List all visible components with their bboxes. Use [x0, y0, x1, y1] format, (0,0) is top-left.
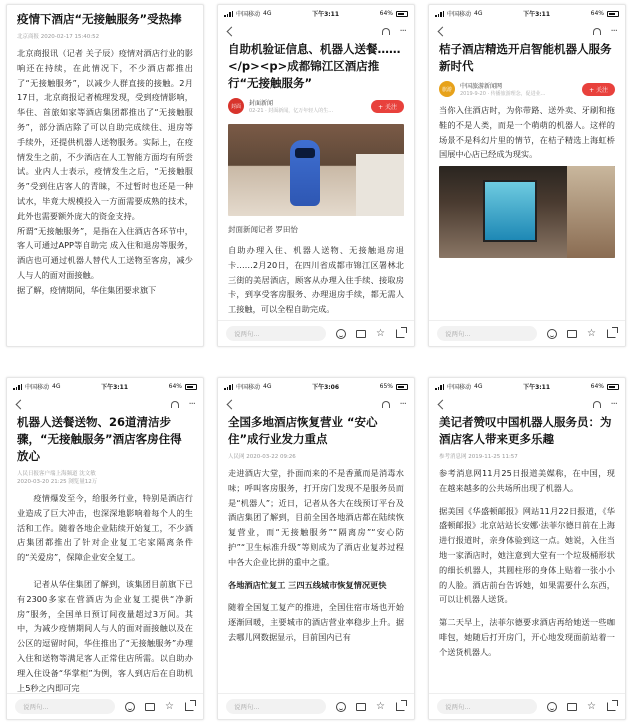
- paragraph: 走进酒店大堂，扑面而来的不是香薰而是消毒水味；呼叫客房服务，打开房门发现不是服务员而是“机器人”；近日，记者从各大在线预订平台及酒店集团了解到，目前全国各地酒店都在陆续恢复营业，而“无接触服务”“隔离房”“安心防护”“卫生标准升级”等则成为了酒店业复苏过程中各大企业比拼的重中之重。: [228, 468, 404, 567]
- article-meta: 北京商报 2020-02-17 15:40:52: [17, 34, 100, 40]
- network-label: 4G: [263, 383, 272, 390]
- more-icon[interactable]: ···: [610, 398, 617, 410]
- paragraph: 当你入住酒店时，为你带路、送外卖、牙刷和拖鞋的不是人类，而是一个萌萌的机器人。这样的场景不是科幻片里的情节，在桔子精选上海虹桥国展中心店已经成为现实。: [439, 105, 615, 160]
- article-screenshot-1: [6, 4, 204, 347]
- article-meta: 参考消息网 2019-11-25 11:57: [439, 454, 518, 460]
- share-icon[interactable]: [607, 702, 616, 711]
- battery-icon: [396, 384, 408, 390]
- battery-icon: [607, 384, 619, 390]
- share-icon[interactable]: [396, 329, 405, 338]
- back-icon[interactable]: [438, 400, 448, 410]
- signal-icon: [224, 384, 233, 390]
- comment-input[interactable]: 说两句...: [437, 699, 537, 714]
- back-icon[interactable]: [16, 400, 26, 410]
- back-icon[interactable]: [438, 27, 448, 37]
- signal-icon: [435, 384, 444, 390]
- article-meta: 人民日报客户端上海频道 沈文敏 2020-03-20 21:25 浏览量12万: [17, 471, 98, 485]
- status-bar: [218, 5, 414, 22]
- article-title: 美记者赞叹中国机器人服务员：为酒店客人带来更多乐趣: [439, 415, 612, 446]
- hotel-lobby-photo: [439, 166, 615, 258]
- article-body: [218, 243, 414, 317]
- battery-icon: [607, 11, 619, 17]
- status-bar: [7, 378, 203, 395]
- bottom-bar: [218, 693, 414, 719]
- article-body: [7, 491, 203, 695]
- star-icon[interactable]: ☆: [376, 327, 385, 339]
- article-title: 疫情下酒店“无接触服务”受热捧: [17, 12, 182, 26]
- carrier-label: 中国移动: [25, 384, 50, 391]
- robot-photo: [228, 124, 404, 216]
- status-time: 下午3:11: [312, 11, 340, 18]
- emoji-icon[interactable]: [336, 702, 346, 712]
- article-body: [218, 466, 414, 645]
- article-content: [429, 41, 625, 331]
- status-bar: [429, 5, 625, 22]
- status-time: 下午3:06: [312, 384, 340, 391]
- bottom-bar: [429, 693, 625, 719]
- more-icon[interactable]: ···: [399, 398, 406, 410]
- status-bar: [218, 378, 414, 395]
- share-icon[interactable]: [185, 702, 194, 711]
- comment-icon[interactable]: [356, 703, 366, 711]
- article-content: [7, 5, 203, 344]
- article-content: [218, 41, 414, 331]
- source-name: 中国旅游新闻网: [460, 83, 503, 90]
- star-icon[interactable]: ☆: [165, 700, 174, 712]
- article-title: 桔子酒店精选开启智能机器人服务新时代: [439, 42, 612, 73]
- more-icon[interactable]: ···: [610, 25, 617, 37]
- carrier-label: 中国移动: [447, 11, 472, 18]
- article-body: [429, 103, 625, 162]
- signal-icon: [13, 384, 22, 390]
- paragraph: 第二天早上，法菲尔德要求酒店再给她送一些咖啡包，她随后打开房门，开心地发现面前站着一个送货机器人。: [439, 617, 615, 657]
- headphones-icon[interactable]: [382, 28, 390, 35]
- article-screenshot-5: [217, 377, 415, 720]
- nav-bar: [218, 395, 414, 414]
- source-row: [429, 75, 625, 103]
- nav-bar: [429, 395, 625, 414]
- nav-bar: [218, 22, 414, 41]
- article-meta: 人民网 2020-03-22 09:26: [228, 454, 296, 460]
- more-icon[interactable]: ···: [399, 25, 406, 37]
- paragraph: 所谓“无接触服务”，是指在入住酒店各环节中，客人可通过APP等自助完 成入住和退房等服务，酒店也可通过机器人替代人工送物至客房，减少人与人的面对面接触。: [17, 225, 193, 280]
- paragraph: 据了解，疫情期间，华住集团要求旗下: [17, 284, 157, 295]
- comment-icon[interactable]: [567, 330, 577, 338]
- headphones-icon[interactable]: [171, 401, 179, 408]
- comment-icon[interactable]: [145, 703, 155, 711]
- nav-bar: [429, 22, 625, 41]
- paragraph: 疫情爆发至今，给服务行业，特别是酒店行业造成了巨大冲击，也深深地影响着每个人的生活和工作。随着各地企业陆续开始复工，不少酒店集团都推出了针对企业复工宅家隔离条件的“关爱房”，保障企业安全复工。: [17, 493, 193, 563]
- battery-icon: [185, 384, 197, 390]
- battery-label: 64%: [590, 10, 604, 17]
- article-body: [7, 46, 203, 298]
- bottom-bar: [429, 320, 625, 346]
- article-screenshot-3: [428, 4, 626, 347]
- article-title: 机器人送餐送物、26道清洁步骤，“无接触服务”酒店客房住得放心: [17, 415, 182, 463]
- battery-label: 65%: [379, 383, 393, 390]
- battery-label: 64%: [168, 383, 182, 390]
- headphones-icon[interactable]: [382, 401, 390, 408]
- comment-icon[interactable]: [356, 330, 366, 338]
- comment-input[interactable]: 说两句...: [437, 326, 537, 341]
- source-name: 封面新闻: [249, 100, 274, 107]
- network-label: 4G: [474, 10, 483, 17]
- source-subtitle: 2019-9-20 · 传播旅游理念，促进业...: [460, 91, 546, 97]
- carrier-label: 中国移动: [236, 384, 261, 391]
- status-bar: [429, 378, 625, 395]
- section-heading: 各地酒店忙复工 三四五线城市恢复情况更快: [228, 579, 387, 590]
- comment-icon[interactable]: [567, 703, 577, 711]
- nav-bar: [7, 395, 203, 414]
- back-icon[interactable]: [227, 27, 237, 37]
- emoji-icon[interactable]: [336, 329, 346, 339]
- emoji-icon[interactable]: [547, 702, 557, 712]
- network-label: 4G: [52, 383, 61, 390]
- follow-button[interactable]: + 关注: [371, 100, 404, 113]
- bottom-bar: [218, 320, 414, 346]
- more-icon[interactable]: ···: [188, 398, 195, 410]
- carrier-label: 中国移动: [236, 11, 261, 18]
- battery-label: 64%: [590, 383, 604, 390]
- source-row: [218, 92, 414, 120]
- comment-input[interactable]: 说两句...: [226, 699, 326, 714]
- carrier-label: 中国移动: [447, 384, 472, 391]
- bottom-bar: [7, 693, 203, 719]
- source-logo: 封面: [228, 98, 244, 114]
- follow-button[interactable]: + 关注: [582, 83, 615, 96]
- paragraph: 参考消息网11月25日报道美媒称，在中国，现在越来越多的公共场所出现了机器人。: [439, 468, 615, 493]
- status-time: 下午3:11: [523, 384, 551, 391]
- source-subtitle: 02-21 · 封面新闻，亿万年轻人的生...: [249, 108, 334, 114]
- paragraph: 随着全国复工复产的推进，全国住宿市场也开始逐渐回暖，主要城市的酒店营业率稳步上升。据去哪儿网数据显示，目前国内已有: [228, 602, 404, 642]
- battery-label: 64%: [379, 10, 393, 17]
- star-icon[interactable]: ☆: [587, 700, 596, 712]
- article-screenshot-2: [217, 4, 415, 347]
- article-content: [218, 414, 414, 704]
- article-content: [429, 414, 625, 704]
- star-icon[interactable]: ☆: [376, 700, 385, 712]
- photo-caption: 封面新闻记者 罗田怡: [228, 225, 298, 234]
- share-icon[interactable]: [396, 702, 405, 711]
- star-icon[interactable]: ☆: [587, 327, 596, 339]
- comment-input[interactable]: 说两句...: [226, 326, 326, 341]
- paragraph: 自助办理入住、机器人送物、无接触退房退卡……2月20日，在四川省成都市锦江区署林北三街的美居酒店，顾客从办理入住手续、接取房卡，到享受客房服务、办理退房手续，都无需人工接触，可以全程自助完成。: [228, 245, 404, 315]
- battery-icon: [396, 11, 408, 17]
- signal-icon: [435, 11, 444, 17]
- network-label: 4G: [263, 10, 272, 17]
- status-time: 下午3:11: [101, 384, 129, 391]
- headphones-icon[interactable]: [593, 28, 601, 35]
- paragraph: 北京商报讯（记者 关子辰）疫情对酒店行业的影响还在持续，在此情况下，不少酒店都推出了“无接触服务”，以减少人群直接的接触。2月17日，北京商报记者梳理发现，受到疫情影响，华住、首旅如家等酒店集团都推出了“无接触服务”，部分酒店除了可以自助完成续住、退房等手续外，还提供机器人送物服务。实际上，在疫情发生之前，不少酒店在人工智能方面均有所尝试。业内人士表示，疫情发生之后，“无接触服务”受到住店客人的青睐，不过暂时也还是一种试水，毕竟大规模投入一方面需要成熟的技术，此外也需要额外庞大的资金支持。: [17, 48, 193, 221]
- emoji-icon[interactable]: [547, 329, 557, 339]
- paragraph: 记者从华住集团了解到，该集团目前旗下已有2300多家在营酒店为企业复工提供“净新房”服务，全国单日预订间夜量超过3万间。其中，为减少疫情期间人与人的面对面接触以及在公区的逗留时间，华住推出了“无接触服务”办理入住和送物等满足客人正常住店所需。以自助办理入住设备“华掌柜”为例，客人到店后在自助机上5秒之内即可完: [17, 578, 193, 693]
- article-body: [429, 466, 625, 660]
- article-screenshot-6: [428, 377, 626, 720]
- emoji-icon[interactable]: [125, 702, 135, 712]
- article-title: 全国多地酒店恢复营业 “安心住”成行业发力重点: [228, 415, 378, 446]
- headphones-icon[interactable]: [593, 401, 601, 408]
- signal-icon: [224, 11, 233, 17]
- article-screenshot-4: [6, 377, 204, 720]
- share-icon[interactable]: [607, 329, 616, 338]
- article-title: 自助机验证信息、机器人送餐……</p><p>成都锦江区酒店推行“无接触服务”: [228, 42, 401, 90]
- source-logo: 旅游: [439, 81, 455, 97]
- network-label: 4G: [474, 383, 483, 390]
- back-icon[interactable]: [227, 400, 237, 410]
- paragraph: 据美国《华盛顿邮报》网站11月22日报道，《华盛顿邮报》北京站站长安娜·法菲尔德日前在上海进行报道时，亲身体验到这一点。她说，入住当地一家酒店时，她注意到大堂有一个垃圾桶形状的细长机器人，其圆柱形的身体上贴着一张小小的人脸。酒店前台告诉她，如果需要什么东西，可以让机器人送货。: [439, 505, 615, 605]
- article-content: [7, 414, 203, 704]
- comment-input[interactable]: 说两句...: [15, 699, 115, 714]
- status-time: 下午3:11: [523, 11, 551, 18]
